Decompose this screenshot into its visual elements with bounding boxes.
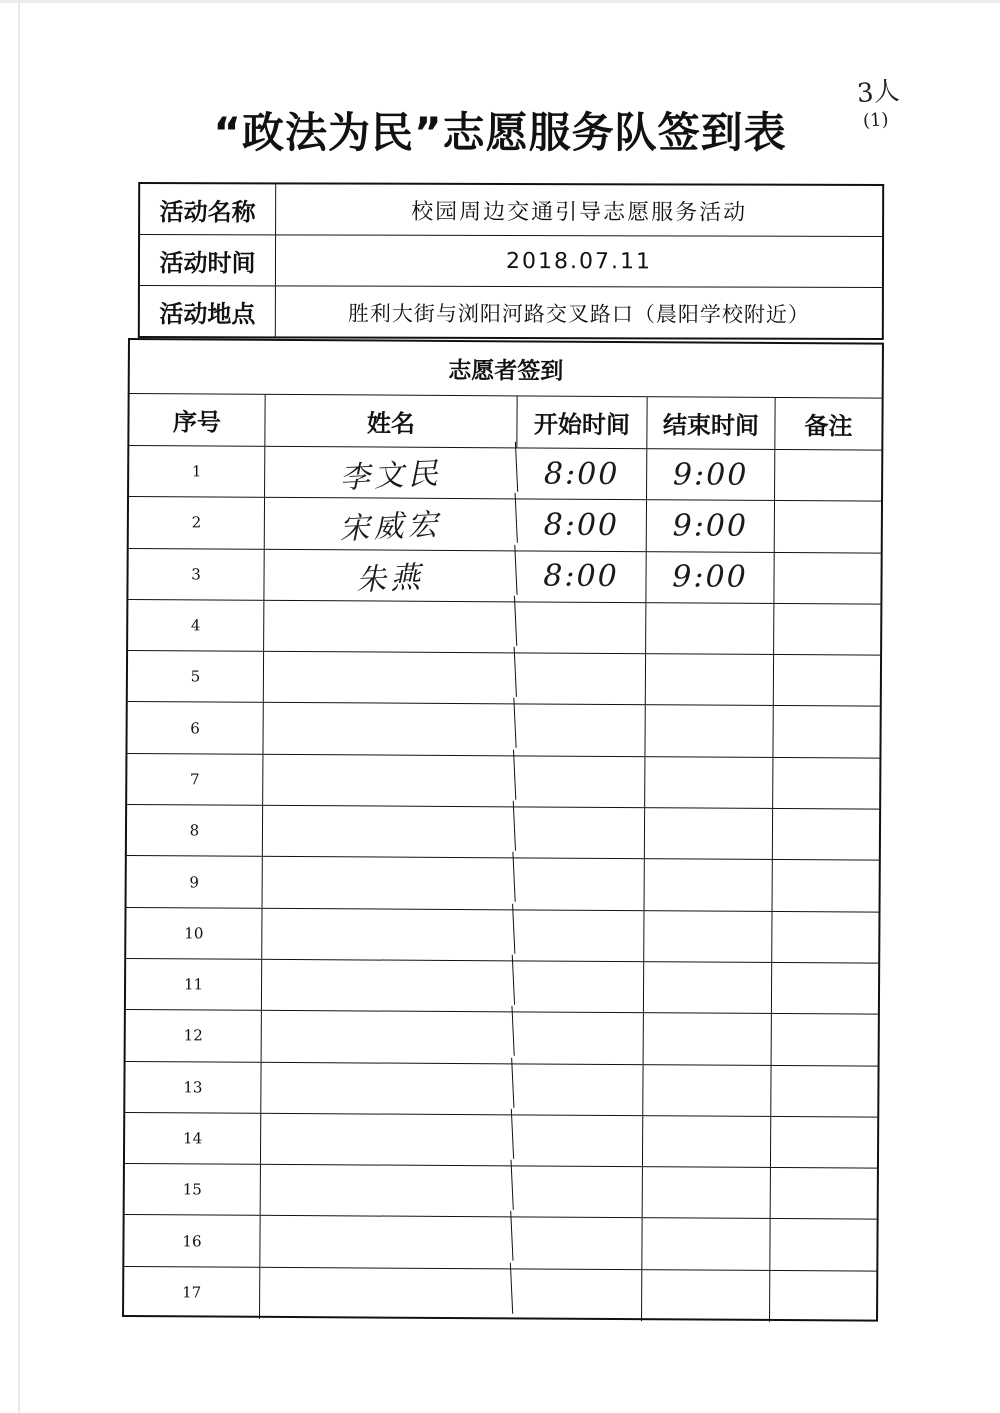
cell-start-time	[515, 705, 645, 756]
cell-end-time: 9:00	[647, 500, 775, 551]
cell-end-time	[645, 860, 773, 911]
cell-start-time	[515, 807, 645, 858]
info-label: 活动名称	[140, 184, 276, 234]
corner-note-count: 3人	[856, 76, 901, 110]
cell-note	[775, 501, 881, 552]
cell-end-time	[643, 1065, 771, 1116]
cell-start-time	[516, 654, 646, 705]
cell-seq: 9	[127, 856, 263, 907]
document-title: “政法为民”志愿服务队签到表	[213, 108, 787, 157]
info-label: 活动时间	[140, 235, 276, 285]
table-body	[124, 446, 881, 1323]
scan-edge-left	[18, 0, 20, 1413]
activity-info-table	[138, 182, 884, 340]
cell-seq: 7	[127, 754, 263, 805]
info-row-activity-time	[140, 235, 882, 288]
cell-seq: 15	[125, 1164, 261, 1215]
info-row-activity-name	[140, 184, 882, 237]
cell-note	[772, 963, 878, 1014]
cell-note	[774, 655, 880, 706]
cell-start-time	[515, 756, 645, 807]
cell-start-time: 8:00	[516, 551, 646, 602]
cell-start-time	[515, 859, 645, 910]
cell-note	[775, 450, 881, 501]
header-seq: 序号	[129, 394, 265, 446]
cell-start-time	[514, 961, 644, 1012]
cell-seq: 4	[128, 600, 264, 651]
handwritten-corner-note	[856, 76, 920, 136]
cell-seq: 10	[126, 908, 262, 959]
header-name: 姓名	[265, 395, 517, 448]
cell-end-time	[645, 757, 773, 808]
cell-seq: 5	[128, 651, 264, 702]
cell-note	[773, 706, 879, 757]
cell-end-time	[642, 1219, 770, 1270]
cell-end-time: 9:00	[647, 449, 775, 500]
cell-start-time	[512, 1218, 642, 1269]
header-note: 备注	[804, 412, 853, 441]
cell-note	[770, 1219, 876, 1270]
section-title: 志愿者签到	[130, 340, 882, 399]
cell-seq: 11	[126, 959, 262, 1010]
cell-note	[772, 1014, 878, 1065]
cell-end-time	[644, 911, 772, 962]
cell-name: 宋威宏	[264, 493, 518, 555]
cell-seq: 17	[124, 1267, 260, 1319]
cell-end-time	[642, 1270, 770, 1322]
cell-seq: 14	[125, 1113, 261, 1164]
cell-start-time	[513, 1064, 643, 1115]
cell-end-time	[644, 1013, 772, 1064]
cell-end-time	[646, 654, 774, 705]
cell-note	[771, 1066, 877, 1117]
cell-note	[773, 860, 879, 911]
cell-start-time	[513, 1167, 643, 1218]
volunteer-signin-table	[122, 338, 884, 1322]
corner-note-index: (1)	[862, 109, 890, 132]
cell-start-time: 8:00	[517, 500, 647, 551]
cell-seq: 12	[126, 1010, 262, 1061]
scan-edge-top	[0, 0, 1000, 3]
cell-seq: 6	[127, 702, 263, 753]
cell-start-time	[513, 1115, 643, 1166]
info-value: 胜利大街与浏阳河路交叉路口（晨阳学校附近）	[347, 301, 810, 327]
cell-end-time: 9:00	[646, 552, 774, 603]
cell-seq: 8	[127, 805, 263, 856]
cell-end-time	[645, 706, 773, 757]
cell-name: 李文民	[264, 442, 518, 504]
cell-start-time	[514, 1013, 644, 1064]
cell-seq: 13	[125, 1062, 261, 1113]
table-row	[124, 1267, 876, 1323]
cell-end-time	[645, 808, 773, 859]
cell-end-time	[643, 1167, 771, 1218]
cell-end-time	[646, 603, 774, 654]
cell-note	[774, 553, 880, 604]
cell-start-time	[514, 910, 644, 961]
cell-end-time	[643, 1116, 771, 1167]
cell-seq: 16	[124, 1215, 260, 1266]
cell-start-time	[512, 1269, 642, 1321]
cell-seq: 2	[129, 497, 265, 548]
cell-seq: 1	[129, 446, 265, 497]
header-end-time: 结束时间	[647, 397, 775, 449]
cell-start-time	[516, 602, 646, 653]
cell-end-time	[644, 962, 772, 1013]
header-start-time: 开始时间	[517, 396, 647, 448]
cell-note	[771, 1117, 877, 1168]
cell-note	[770, 1271, 876, 1323]
cell-note	[773, 758, 879, 809]
info-value: 校园周边交通引导志愿服务活动	[411, 199, 748, 226]
cell-name: 朱燕	[264, 544, 518, 606]
info-row-activity-location	[140, 286, 882, 339]
cell-name	[259, 1263, 513, 1326]
cell-note	[773, 809, 879, 860]
cell-start-time: 8:00	[517, 448, 647, 499]
cell-note	[774, 604, 880, 655]
info-value: 2018.07.11	[505, 248, 653, 274]
cell-note	[771, 1168, 877, 1219]
cell-note	[772, 912, 878, 963]
cell-seq: 3	[128, 549, 264, 600]
info-label: 活动地点	[140, 286, 276, 337]
